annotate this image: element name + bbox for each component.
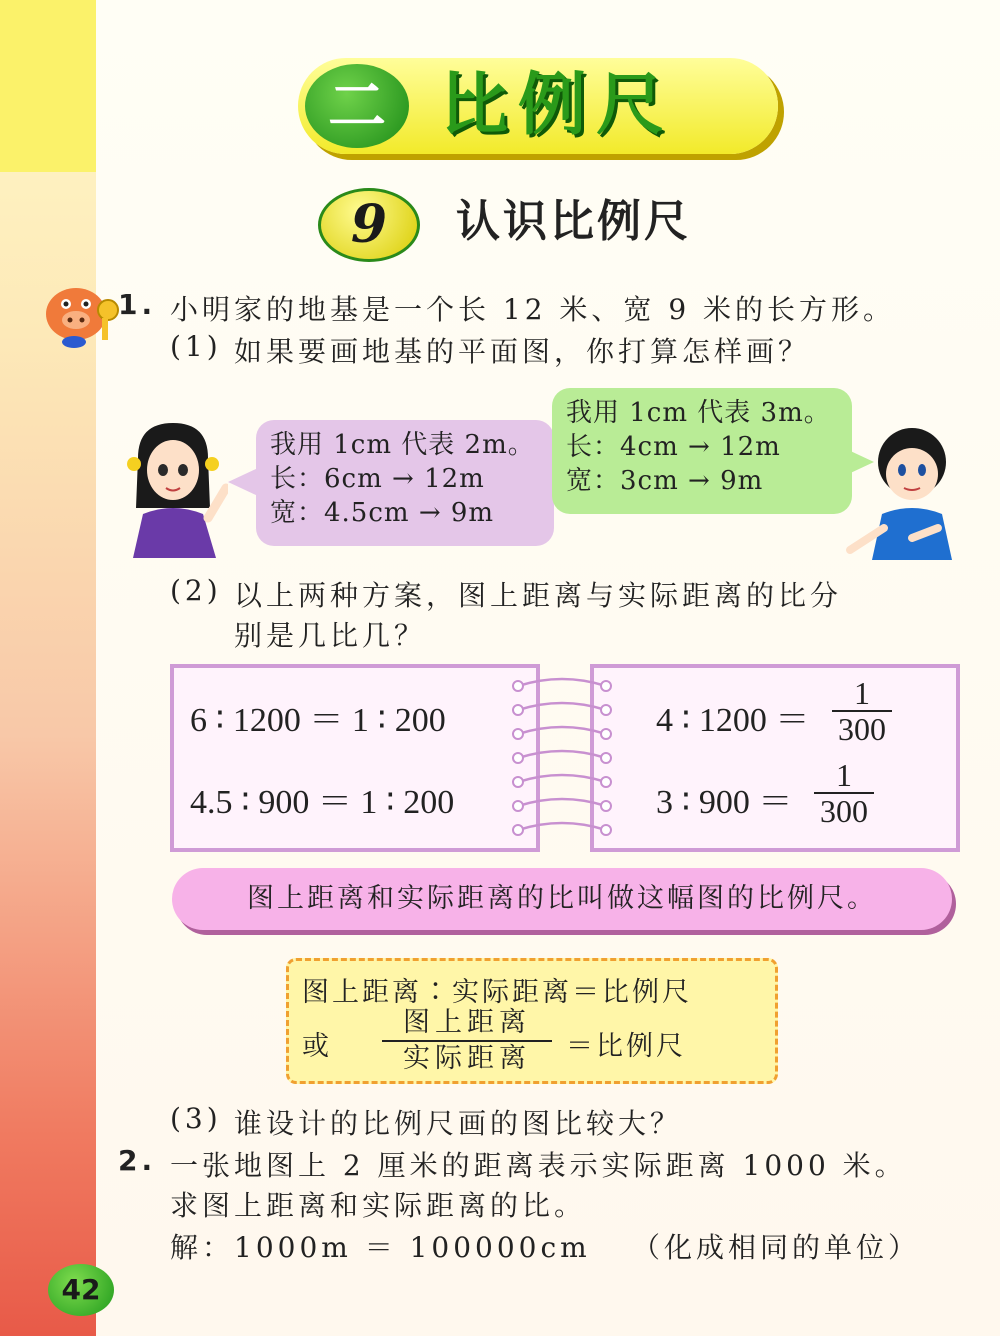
notebook-spiral-binding [508,672,616,838]
question-2-line-2: 求图上距离和实际距离的比。 [170,1189,587,1222]
question-2-label: 2. [118,1144,157,1177]
boy-bubble-line-1: 我用 1cm 代表 3m。 [566,398,831,428]
question-1-part3-label: (3) [170,1102,222,1135]
question-1-text: 小明家的地基是一个长 12 米、宽 9 米的长方形。 [170,293,896,326]
question-1-part1-text: 如果要画地基的平面图，你打算怎样画？ [234,335,811,368]
question-2-line-1: 一张地图上 2 厘米的距离表示实际距离 1000 米。 [170,1149,907,1182]
formula-or: 或 [302,1031,333,1062]
section-number-badge: 9 [318,188,420,262]
pig-mascot-icon [38,280,122,350]
formula-numerator: 图上距离 [403,1007,531,1038]
side-color-strip [0,0,96,1336]
formula-denominator: 实际距离 [382,1040,552,1076]
right-equation-2-fraction [814,758,874,828]
girl-bubble-line-3: 宽：4.5cm → 9m [270,498,495,528]
fraction-1-denominator: 300 [832,710,892,746]
boy-character-icon [842,418,960,560]
question-2-solution: 解：1000m ＝ 100000cm [170,1231,591,1264]
page-number: 42 [48,1264,114,1316]
right-equation-2-lhs: 3 ∶ 900 ＝ [656,784,793,821]
unit-title: 比例尺 [440,66,675,145]
girl-bubble-tail [228,468,258,496]
formula-rhs: ＝比例尺 [566,1031,686,1062]
girl-bubble-line-1: 我用 1cm 代表 2m。 [270,430,535,460]
formula-line-1: 图上距离∶实际距离＝比例尺 [302,977,692,1008]
boy-bubble-line-2: 长：4cm → 12m [566,432,781,462]
question-1-part1-label: (1) [170,330,222,363]
boy-bubble-line-3: 宽：3cm → 9m [566,466,764,496]
question-1-part2-label: (2) [170,574,222,607]
formula-fraction [382,1006,552,1076]
question-2-note: （化成相同的单位） [632,1231,921,1264]
left-equation-2: 4.5 ∶ 900 ＝ 1 ∶ 200 [190,784,455,821]
question-1-part2-line-2: 别是几比几？ [234,619,427,652]
question-1-label: 1. [118,288,157,321]
fraction-1-numerator: 1 [854,675,870,711]
fraction-2-numerator: 1 [836,757,852,793]
section-title: 认识比例尺 [456,196,691,247]
question-1-part2-line-1: 以上两种方案，图上距离与实际距离的比分 [234,579,843,612]
definition-banner: 图上距离和实际距离的比叫做这幅图的比例尺。 [172,868,952,930]
right-equation-1-fraction [832,676,892,746]
question-1-part3-text: 谁设计的比例尺画的图比较大？ [234,1107,683,1140]
unit-number: 二 [305,64,409,148]
boy-speech-bubble [552,388,852,514]
left-equation-1: 6 ∶ 1200 ＝ 1 ∶ 200 [190,702,446,739]
girl-character-icon [118,418,228,558]
girl-speech-bubble [256,420,554,546]
girl-bubble-line-2: 长：6cm → 12m [270,464,485,494]
right-equation-1-lhs: 4 ∶ 1200 ＝ [656,702,810,739]
fraction-2-denominator: 300 [814,792,874,828]
